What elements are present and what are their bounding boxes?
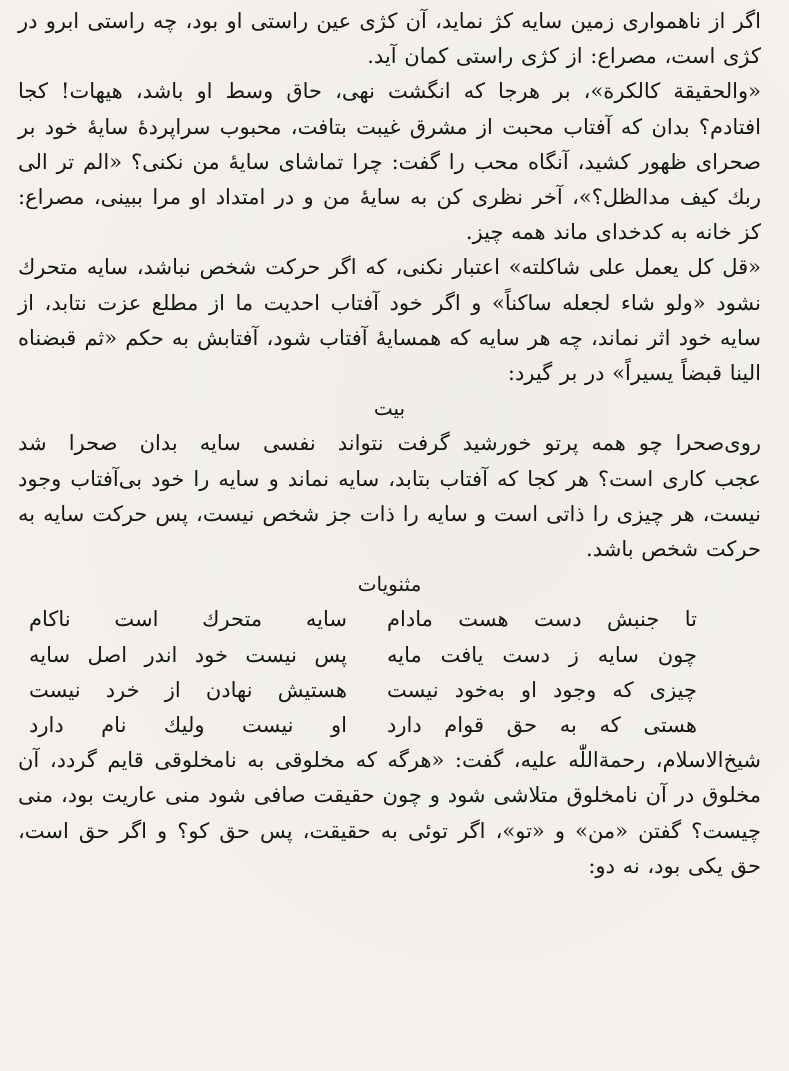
masnavi-second-hemistich: هستیش نهادن از خرد نیست [29,677,347,702]
paragraph-1: اگر از ناهمواری زمین سایه کژ نماید، آن کژی عین راستی او بود، چه راستی ابرو در کژی است، مصراع: از کژی راستی کمان آید. [18,9,761,69]
heading-masnaviyat: مثنویات [357,572,422,597]
masnavi-verse [18,708,697,743]
masnavi-verse [18,602,697,637]
bayt-first-hemistich: روی‌صحرا چو همه پرتو خورشید گرفت [397,431,761,456]
masnavi-second-hemistich: پس نیست خود اندر اصل سایه [29,642,347,667]
paragraph-4: عجب کاری است؟ هر کجا که آفتاب بتابد، سایه نماند و سایه را خود بی‌آفتاب وجود نیست، هر چیزی را ذاتی است و سایه را ذات جز شخص نیست، پس حرکت سایه به حرکت شخص باشد. [18,466,761,562]
heading-bayt: بیت [373,396,406,421]
masnavi-first-hemistich: چون سایه ز دست یافت مایه [387,642,697,667]
bayt-verse [18,426,761,461]
paragraph-2: «والحقیقة کالکرة»، بر هرجا که انگشت نهی، حاق وسط او باشد، هیهات! کجا افتادم؟ بدان که آفتاب محبت از مشرق غیبت بتافت، محبوب سراپردهٔ سایهٔ خود بر صحرای ظهور کشید، آنگاه محب را گفت: چرا تماشای سایهٔ من نکنی؟ «الم تر الی ربك کیف مدالظل؟»، آخر نظری کن به سایهٔ من و در امتداد او مرا ببینی، مصراع: کز خانه به کدخدای ماند همه چیز. [18,79,761,245]
masnavi-verse [18,638,697,673]
masnavi-first-hemistich: چیزی که وجود او به‌خود نیست [387,677,697,702]
paragraph-3: «قل کل یعمل علی شاکلته» اعتبار نکنی، که اگر حرکت شخص نباشد، سایه متحرك نشود «ولو شاء لجعله ساکناً» و اگر خود آفتاب احدیت ما از مطلع عزت نتابد، از سایه خود اثر نماند، چه هر سایه که همسایهٔ آفتاب شود، آفتابش به حکم «ثم قبضناه الینا قبضاً یسیراً» در بر گیرد: [18,255,761,386]
paragraph-5: شیخ‌الاسلام، رحمةاللّٰه علیه، گفت: «هرگه که مخلوقی به نامخلوقی قایم گردد، آن مخلوق در آن نامخلوق متلاشی شود و چون حقیقت صافی شود منی عاریت بود، منی چیست؟ گفتن «من» و «تو»، اگر توئی به حقیقت، پس حق کو؟ و اگر حق است، حق یکی بود، نه دو: [18,748,761,878]
masnavi-second-hemistich: او نیست ولیك نام دارد [29,713,347,738]
masnavi-first-hemistich: تا جنبش دست هست مادام [387,607,697,632]
masnavi-verse [18,673,697,708]
masnavi-second-hemistich: سایه متحرك است ناکام [29,607,347,632]
masnavi-verses [18,602,761,743]
bayt-second-hemistich: نتواند نفسی سایه بدان صحرا شد [18,431,384,456]
masnavi-first-hemistich: هستی که به حق قوام دارد [387,713,697,738]
